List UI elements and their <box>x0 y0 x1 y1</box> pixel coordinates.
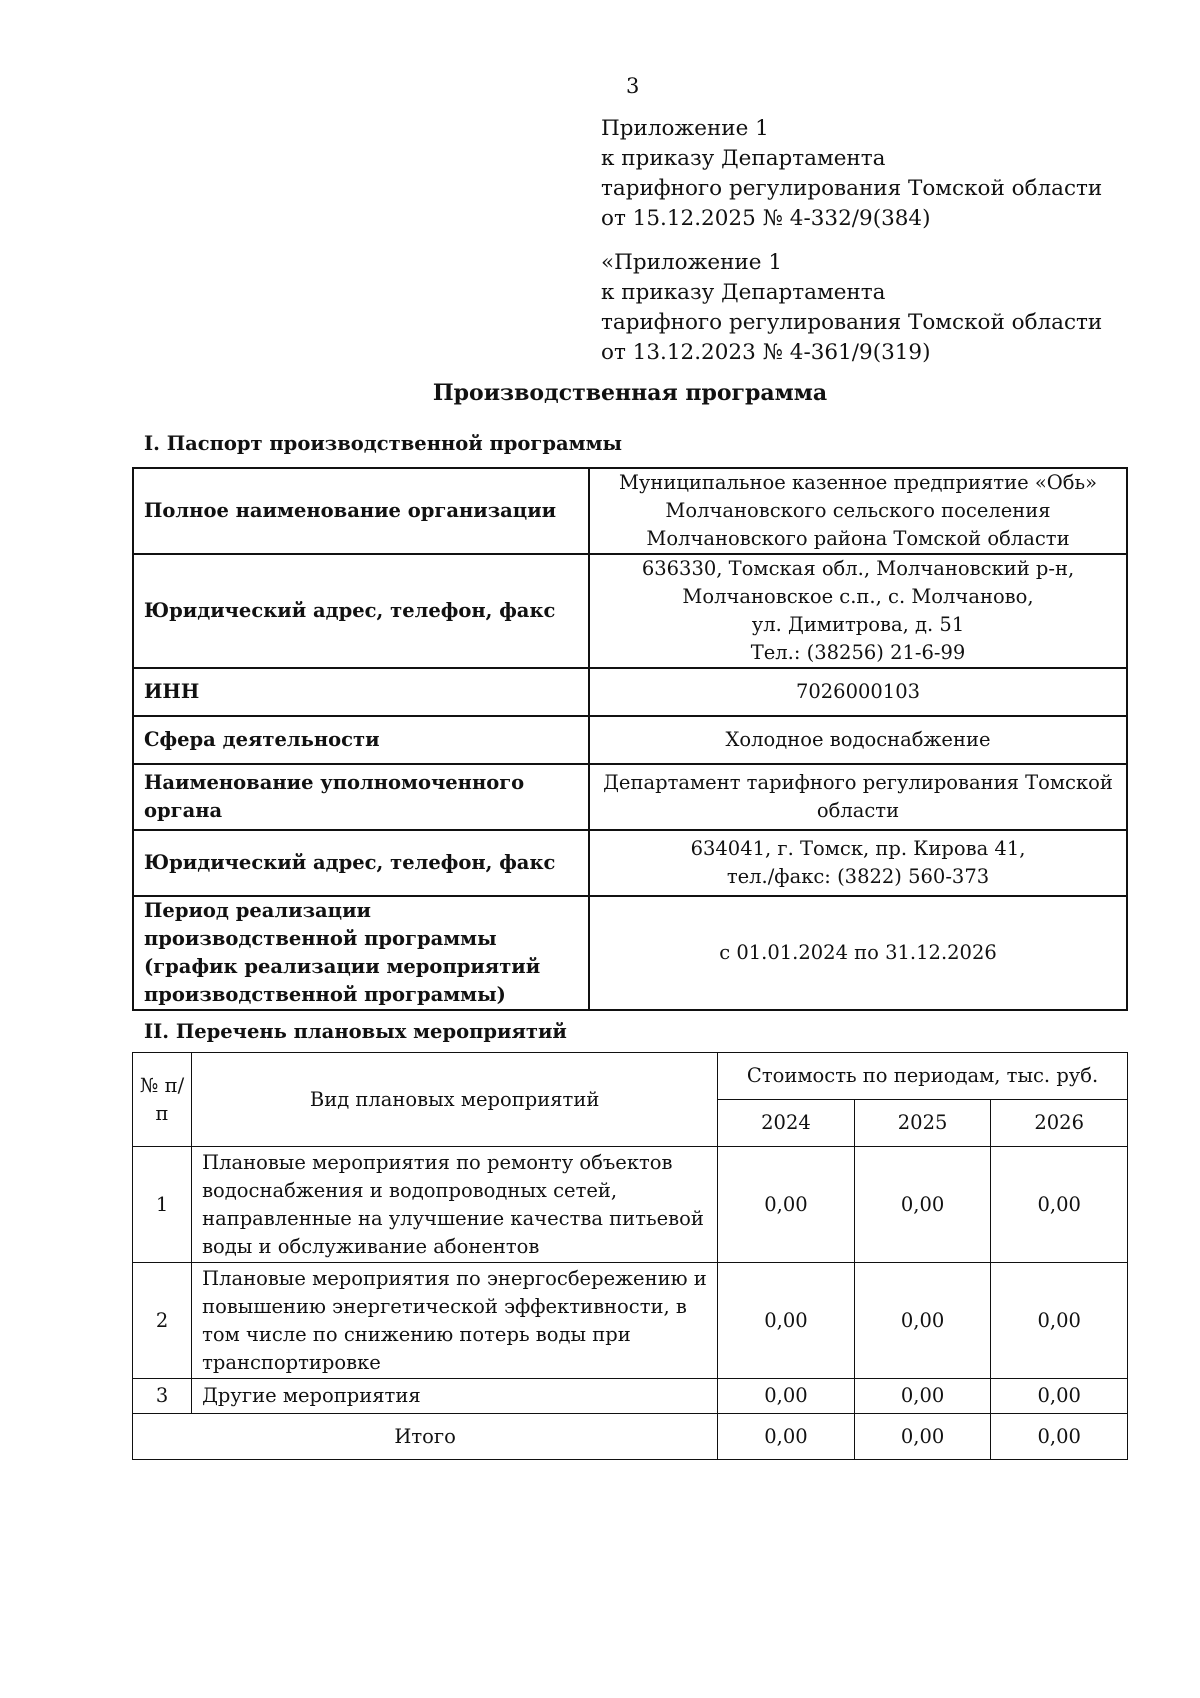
header-year: 2025 <box>854 1100 991 1147</box>
appendix-line: к приказу Департамента <box>601 280 886 305</box>
table-row <box>133 1379 1128 1414</box>
appendix-line: тарифного регулирования Томской области <box>601 310 1103 335</box>
row-value: 0,00 <box>854 1263 991 1379</box>
total-label: Итого <box>133 1414 718 1460</box>
row-value: 0,00 <box>991 1379 1128 1414</box>
value-line: ул. Димитрова, д. 51 <box>751 613 965 636</box>
table-row <box>133 1263 1128 1379</box>
value-line: Департамент тарифного регулирования Томской области <box>603 771 1113 822</box>
table-row <box>133 1147 1128 1263</box>
value-line: тел./факс: (3822) 560-373 <box>726 865 990 888</box>
row-label: ИНН <box>133 668 589 716</box>
total-row <box>133 1414 1128 1460</box>
row-value: 0,00 <box>854 1379 991 1414</box>
row-value <box>589 554 1127 668</box>
value-line: Муниципальное казенное предприятие «Обь» <box>618 471 1098 494</box>
appendix-line: «Приложение 1 <box>601 250 782 275</box>
header-num: № п/п <box>133 1053 192 1147</box>
header-year: 2026 <box>991 1100 1128 1147</box>
table-row <box>133 896 1127 1010</box>
value-line: Молчановского района Томской области <box>646 527 1070 550</box>
row-value <box>589 468 1127 554</box>
value-line: 636330, Томская обл., Молчановский р-н, <box>641 557 1075 580</box>
row-value: 0,00 <box>718 1379 855 1414</box>
row-value: 0,00 <box>718 1263 855 1379</box>
header-year: 2024 <box>718 1100 855 1147</box>
row-num: 1 <box>133 1147 192 1263</box>
header-cost: Стоимость по периодам, тыс. руб. <box>718 1053 1128 1100</box>
total-value: 0,00 <box>991 1414 1128 1460</box>
appendix-line: к приказу Департамента <box>601 146 886 171</box>
row-value: 0,00 <box>991 1263 1128 1379</box>
section2-heading: II. Перечень плановых мероприятий <box>144 1020 567 1043</box>
row-desc: Плановые мероприятия по энергосбережению и повышению энергетической эффективности, в том числе по снижению потерь воды при транспортировке <box>192 1263 718 1379</box>
row-desc: Плановые мероприятия по ремонту объектов водоснабжения и водопроводных сетей, направленные на улучшение качества питьевой воды и обслуживание абонентов <box>192 1147 718 1263</box>
row-label: Полное наименование организации <box>133 468 589 554</box>
page-number: 3 <box>626 74 640 98</box>
appendix-line: от 13.12.2023 № 4-361/9(319) <box>601 340 931 365</box>
table-row <box>133 830 1127 896</box>
table-row <box>133 668 1127 716</box>
row-value <box>589 716 1127 764</box>
row-label: Период реализации производственной программы (график реализации мероприятий производственной программы) <box>133 896 589 1010</box>
value-line: с 01.01.2024 по 31.12.2026 <box>719 941 997 964</box>
row-value: 0,00 <box>991 1147 1128 1263</box>
value-line: Холодное водоснабжение <box>725 728 991 751</box>
value-line: Тел.: (38256) 21-6-99 <box>750 641 966 664</box>
row-label: Наименование уполномоченного органа <box>133 764 589 830</box>
table-row <box>133 468 1127 554</box>
value-line: 634041, г. Томск, пр. Кирова 41, <box>690 837 1026 860</box>
table-row <box>133 554 1127 668</box>
total-value: 0,00 <box>718 1414 855 1460</box>
table-row <box>133 764 1127 830</box>
row-num: 3 <box>133 1379 192 1414</box>
appendix-line: Приложение 1 <box>601 116 769 141</box>
appendix-line: от 15.12.2025 № 4-332/9(384) <box>601 206 931 231</box>
row-num: 2 <box>133 1263 192 1379</box>
appendix-line: тарифного регулирования Томской области <box>601 176 1103 201</box>
row-value <box>589 764 1127 830</box>
total-value: 0,00 <box>854 1414 991 1460</box>
row-value: 0,00 <box>718 1147 855 1263</box>
activities-table <box>132 1052 1128 1460</box>
appendix-original-header <box>601 248 1102 368</box>
row-label: Сфера деятельности <box>133 716 589 764</box>
document-title: Производственная программа <box>432 380 828 406</box>
table-row <box>133 716 1127 764</box>
row-value <box>589 830 1127 896</box>
value-line: 7026000103 <box>795 680 921 703</box>
row-value <box>589 668 1127 716</box>
row-label: Юридический адрес, телефон, факс <box>133 554 589 668</box>
value-line: Молчановского сельского поселения <box>665 499 1051 522</box>
row-value <box>589 896 1127 1010</box>
passport-table <box>132 467 1128 1011</box>
row-desc: Другие мероприятия <box>192 1379 718 1414</box>
header-desc: Вид плановых мероприятий <box>192 1053 718 1147</box>
appendix-current-header <box>601 114 1102 234</box>
section1-heading: I. Паспорт производственной программы <box>144 432 623 455</box>
row-value: 0,00 <box>854 1147 991 1263</box>
row-label: Юридический адрес, телефон, факс <box>133 830 589 896</box>
value-line: Молчановское с.п., с. Молчаново, <box>682 585 1034 608</box>
table-header-row <box>133 1053 1128 1100</box>
